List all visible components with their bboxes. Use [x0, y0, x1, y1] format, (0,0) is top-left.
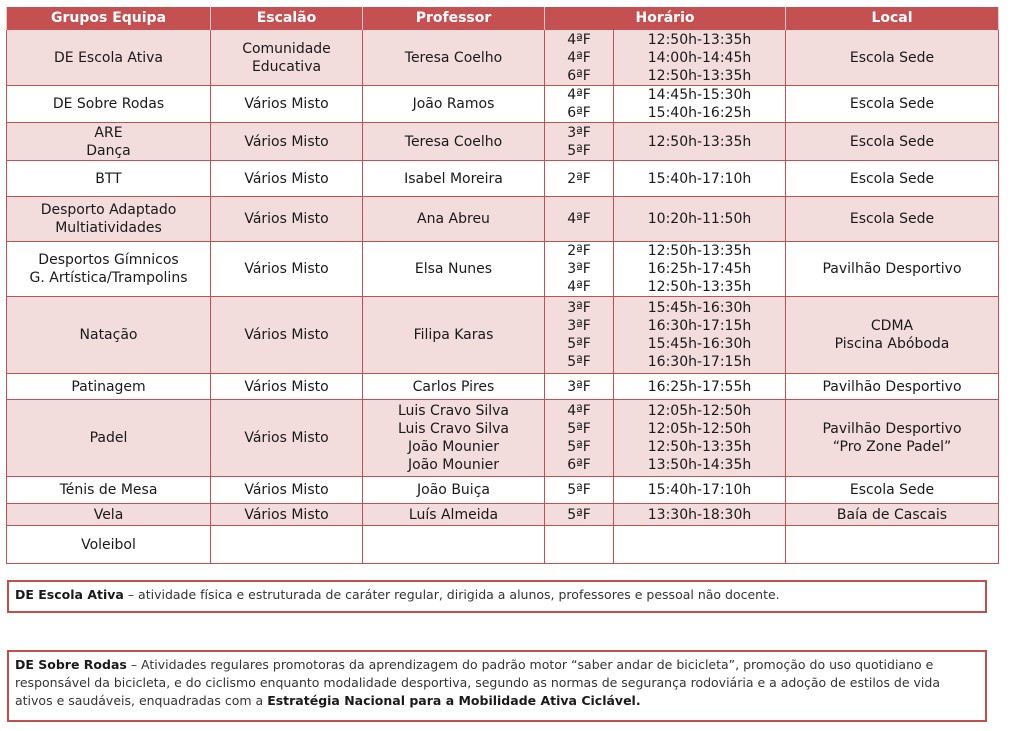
cell-line: 12:50h-13:35h [647, 279, 752, 295]
cell-line: Multiatividades [55, 220, 162, 236]
cell-professor [363, 526, 545, 564]
cell-local [786, 400, 999, 477]
cell-line: Vários Misto [244, 430, 329, 446]
cell-line: 16:25h-17:45h [647, 261, 752, 277]
cell-dias [545, 123, 614, 161]
cell-line: Pavilhão Desportivo [822, 261, 962, 277]
cell-local [786, 123, 999, 161]
cell-horas [614, 400, 786, 477]
cell-line: Escola Sede [849, 133, 935, 150]
cell-line: 12:50h-13:35h [647, 439, 752, 455]
cell-escalao [211, 400, 363, 477]
schedule-table [6, 7, 999, 564]
cell-line: 15:45h-16:30h [647, 336, 752, 352]
cell-line: DE Escola Ativa [54, 49, 163, 66]
cell-local [786, 477, 999, 504]
note-strong: Estratégia Nacional para a Mobilidade Ativa Ciclável. [267, 693, 641, 708]
cell-line: Vários Misto [244, 482, 329, 498]
cell-line: 5ªF [567, 142, 591, 159]
cell-local [786, 242, 999, 297]
cell-local [786, 86, 999, 123]
cell-line: 15:40h-17:10h [647, 170, 752, 187]
cell-line: “Pro Zone Padel” [832, 439, 952, 455]
cell-horas [614, 123, 786, 161]
cell-line: BTT [95, 170, 122, 187]
cell-grupo [7, 30, 211, 86]
cell-line: Voleibol [81, 536, 136, 553]
cell-line: Luís Almeida [408, 506, 499, 523]
cell-horas [614, 161, 786, 197]
note-text: – atividade física e estruturada de caráter regular, dirigida a alunos, professores e pessoal não docente. [123, 587, 780, 602]
cell-line: Escola Sede [849, 170, 935, 187]
cell-line: 5ªF [567, 421, 591, 437]
cell-line: Patinagem [71, 378, 146, 395]
cell-line: 13:30h-18:30h [647, 506, 752, 523]
cell-escalao [211, 297, 363, 374]
cell-grupo [7, 86, 211, 123]
cell-line: Ténis de Mesa [59, 482, 158, 498]
cell-grupo [7, 123, 211, 161]
cell-dias [545, 526, 614, 564]
cell-professor [363, 400, 545, 477]
table-row [7, 477, 999, 504]
cell-line: 14:45h-15:30h [647, 87, 752, 103]
cell-line: 3ªF [567, 318, 591, 334]
cell-line: Vários Misto [244, 506, 329, 523]
cell-line: Escola Sede [849, 49, 935, 66]
cell-line: Escola Sede [849, 211, 935, 227]
cell-line: Vários Misto [244, 378, 329, 395]
header-escalao: Escalão [211, 7, 363, 30]
cell-dias [545, 400, 614, 477]
cell-line: 3ªF [567, 124, 591, 141]
cell-line: Elsa Nunes [414, 261, 493, 277]
cell-local [786, 374, 999, 400]
cell-escalao [211, 526, 363, 564]
cell-line: Baía de Cascais [836, 506, 948, 523]
cell-line: 5ªF [567, 354, 591, 370]
cell-dias [545, 242, 614, 297]
header-professor: Professor [363, 7, 545, 30]
cell-horas [614, 197, 786, 242]
cell-line: 13:50h-14:35h [647, 457, 752, 473]
note-term: DE Sobre Rodas [15, 657, 127, 672]
cell-line: 16:25h-17:55h [647, 378, 752, 395]
cell-professor [363, 504, 545, 526]
cell-line: 15:40h-17:10h [647, 482, 752, 498]
cell-line: Dança [86, 142, 131, 159]
cell-line: 15:40h-16:25h [647, 105, 752, 121]
cell-line: Padel [89, 430, 128, 446]
cell-line: Luis Cravo Silva [397, 403, 509, 419]
cell-line: Vários Misto [244, 211, 329, 227]
cell-grupo [7, 197, 211, 242]
cell-line: Vários Misto [244, 133, 329, 150]
cell-line: 3ªF [567, 300, 591, 316]
cell-line: 10:20h-11:50h [647, 211, 752, 227]
cell-grupo [7, 504, 211, 526]
table-row [7, 86, 999, 123]
cell-line: 4ªF [567, 31, 591, 48]
cell-line: 4ªF [567, 87, 591, 103]
cell-local [786, 526, 999, 564]
cell-line: 4ªF [567, 211, 591, 227]
cell-grupo [7, 242, 211, 297]
cell-escalao [211, 242, 363, 297]
cell-escalao [211, 161, 363, 197]
cell-line: 14:00h-14:45h [647, 49, 752, 66]
table-row [7, 30, 999, 86]
cell-line: Filipa Karas [413, 327, 494, 343]
cell-line: 12:05h-12:50h [647, 421, 752, 437]
cell-line: Pavilhão Desportivo [822, 421, 962, 437]
cell-line: 6ªF [567, 457, 591, 473]
cell-grupo [7, 297, 211, 374]
cell-local [786, 30, 999, 86]
cell-escalao [211, 197, 363, 242]
cell-escalao [211, 504, 363, 526]
cell-escalao [211, 30, 363, 86]
cell-line: 6ªF [567, 105, 591, 121]
note-text: – Atividades regulares promotoras da aprendizagem do padrão motor “saber andar de bicicleta”, promoção do uso quotidiano e responsável da bicicleta, e do ciclismo enquanto modalidade desportiva, segundo as normas de segurança rodoviária e a adoção de estilos de vida ativos e saudáveis, enquadradas com a [15, 657, 940, 708]
cell-professor [363, 242, 545, 297]
cell-line: 12:50h-13:35h [647, 243, 752, 259]
cell-line: 5ªF [567, 482, 591, 498]
cell-professor [363, 30, 545, 86]
cell-line: DE Sobre Rodas [52, 96, 165, 112]
cell-line: João Mounier [408, 457, 499, 473]
cell-line: 5ªF [567, 506, 591, 523]
cell-line: Natação [79, 327, 138, 343]
cell-local [786, 161, 999, 197]
table-row [7, 374, 999, 400]
cell-local [786, 504, 999, 526]
cell-professor [363, 477, 545, 504]
cell-line: João Ramos [412, 96, 495, 112]
cell-line: 4ªF [567, 49, 591, 66]
cell-dias [545, 197, 614, 242]
cell-line: Ana Abreu [417, 211, 490, 227]
cell-line: 16:30h-17:15h [647, 354, 752, 370]
cell-horas [614, 30, 786, 86]
table-row [7, 161, 999, 197]
cell-escalao [211, 123, 363, 161]
cell-grupo [7, 477, 211, 504]
cell-grupo [7, 374, 211, 400]
cell-line: Vela [93, 506, 124, 523]
cell-line: 3ªF [567, 378, 591, 395]
cell-line: Desporto Adaptado [40, 202, 177, 218]
cell-escalao [211, 374, 363, 400]
cell-line: 16:30h-17:15h [647, 318, 752, 334]
cell-horas [614, 86, 786, 123]
cell-line: 6ªF [567, 67, 591, 84]
cell-dias [545, 161, 614, 197]
cell-professor [363, 297, 545, 374]
cell-line: 3ªF [567, 261, 591, 277]
cell-professor [363, 123, 545, 161]
cell-line: Pavilhão Desportivo [822, 378, 962, 395]
cell-horas [614, 526, 786, 564]
cell-line: 5ªF [567, 439, 591, 455]
cell-line: 15:45h-16:30h [647, 300, 752, 316]
cell-horas [614, 477, 786, 504]
cell-line: Isabel Moreira [404, 170, 503, 187]
cell-line: Teresa Coelho [404, 49, 503, 66]
cell-line: Luis Cravo Silva [397, 421, 509, 437]
cell-line: Vários Misto [244, 96, 329, 112]
cell-line: 2ªF [567, 170, 591, 187]
cell-grupo [7, 161, 211, 197]
cell-horas [614, 297, 786, 374]
cell-professor [363, 161, 545, 197]
cell-line: 12:50h-13:35h [647, 133, 752, 150]
cell-grupo [7, 526, 211, 564]
cell-dias [545, 30, 614, 86]
cell-professor [363, 86, 545, 123]
table-row [7, 526, 999, 564]
cell-line: Vários Misto [244, 170, 329, 187]
cell-dias [545, 86, 614, 123]
table-row [7, 297, 999, 374]
cell-line: Educativa [251, 58, 322, 75]
cell-line: 4ªF [567, 279, 591, 295]
cell-line: João Buiça [417, 482, 490, 498]
header-local: Local [786, 7, 999, 30]
cell-line: Piscina Abóboda [834, 336, 950, 352]
cell-line: 12:05h-12:50h [647, 403, 752, 419]
cell-local [786, 197, 999, 242]
cell-line: CDMA [870, 318, 914, 334]
cell-line: 4ªF [567, 403, 591, 419]
cell-line: G. Artística/Trampolins [29, 270, 188, 286]
cell-line: 2ªF [567, 243, 591, 259]
note-sobre-rodas [7, 650, 987, 722]
cell-dias [545, 374, 614, 400]
cell-professor [363, 197, 545, 242]
cell-line: Desportos Gímnicos [38, 252, 179, 268]
cell-line: 12:50h-13:35h [647, 31, 752, 48]
cell-line: Carlos Pires [412, 378, 495, 395]
cell-line: João Mounier [408, 439, 499, 455]
table-row [7, 504, 999, 526]
cell-line: 12:50h-13:35h [647, 67, 752, 84]
cell-horas [614, 504, 786, 526]
cell-grupo [7, 400, 211, 477]
header-grupos: Grupos Equipa [7, 7, 211, 30]
table-header-row [7, 7, 999, 30]
cell-line: 5ªF [567, 336, 591, 352]
cell-escalao [211, 477, 363, 504]
table-row [7, 242, 999, 297]
cell-line: ARE [94, 124, 123, 141]
table-row [7, 123, 999, 161]
cell-line: Teresa Coelho [404, 133, 503, 150]
cell-line: Vários Misto [244, 327, 329, 343]
cell-dias [545, 477, 614, 504]
cell-line: Vários Misto [244, 261, 329, 277]
cell-horas [614, 374, 786, 400]
note-escola-ativa [7, 580, 987, 613]
cell-line: Comunidade [242, 40, 331, 57]
cell-dias [545, 504, 614, 526]
table-row [7, 197, 999, 242]
cell-line: Escola Sede [849, 96, 935, 112]
cell-professor [363, 374, 545, 400]
cell-dias [545, 297, 614, 374]
header-horario: Horário [545, 7, 786, 30]
table-row [7, 400, 999, 477]
cell-horas [614, 242, 786, 297]
cell-local [786, 297, 999, 374]
note-term: DE Escola Ativa [15, 587, 124, 602]
cell-line: Escola Sede [849, 482, 935, 498]
cell-escalao [211, 86, 363, 123]
